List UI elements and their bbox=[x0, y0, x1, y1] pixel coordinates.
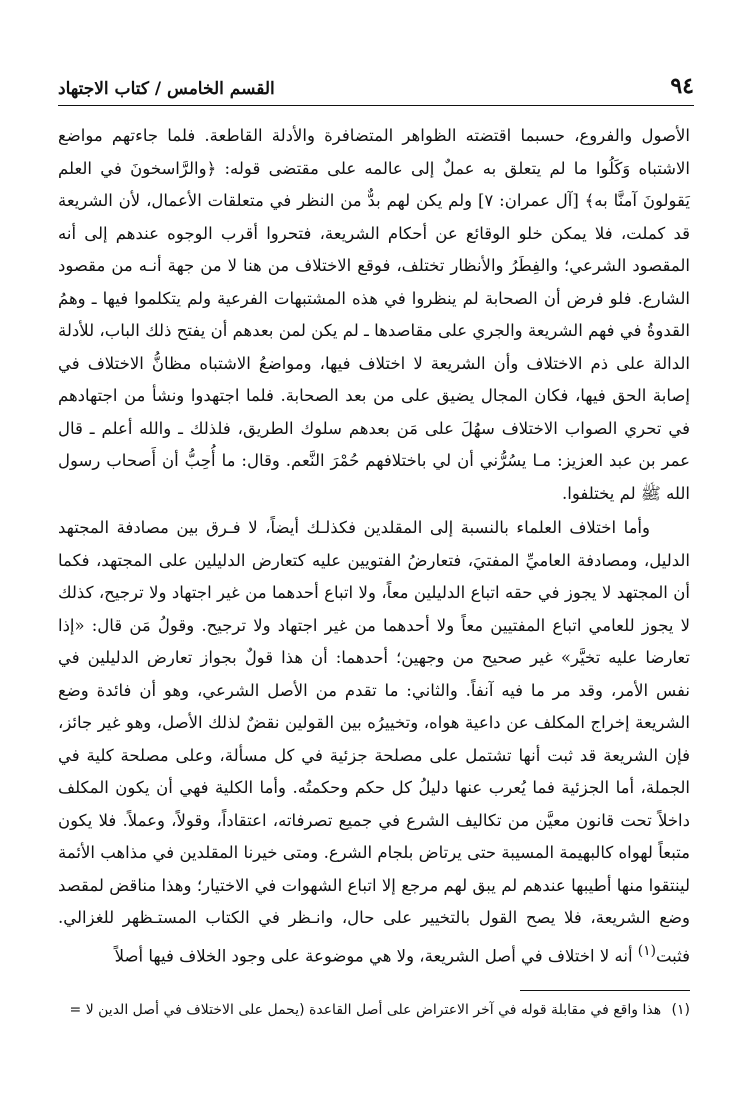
footnote-text: هذا واقع في مقابلة قوله في آخر الاعتراض على أصل القاعدة (يحمل على الاختلاف في أصل الدين لا = bbox=[69, 1002, 662, 1018]
footnote-divider bbox=[520, 990, 690, 991]
paragraph-2 bbox=[58, 512, 690, 973]
running-title: القسم الخامس / كتاب الاجتهاد bbox=[58, 79, 275, 99]
paragraph-1: الأصول والفروع، حسبما اقتضته الظواهر المتضافرة والأدلة القاطعة. فلما جاءتهم مواضع الاشتباه وَكَلُوا ما لم يتعلق به عملٌ إلى عالمه على مقتضى قوله: ﴿والرَّاسخونَ في العلم يَقولونَ آمنَّا به﴾ [آل عمران: ٧] ولم يكن لهم بدٌّ من النظر في متعلقات الأعمال، لأن الشريعة قد كملت، فلا يمكن خلو الوقائع عن أحكام الشريعة، فتحروا أقرب الوجوه عندهم إلى أنه المقصود الشرعي؛ والفِطَرُ والأنظار تختلف، فوقع الاختلاف من هنا لا من جهة أنـه من مقصود الشارع. فلو فرض أن الصحابة لم ينظروا في هذه المشتبهات الفرعية ولم يتكلموا فيها ـ وهمُ القدوةُ في فهم الشريعة والجري على مقاصدها ـ لم يكن لمن بعدهم أن يفتح ذلك الباب، للأدلة الدالة على ذم الاختلاف وأن الشريعة لا اختلاف فيها، ومواضعُ الاشتباه مظانُّ الاختلاف في إصابة الحق فيها، فكان المجال يضيق على من بعد الصحابة. فلما اجتهدوا ونشأ من اجتهادهم في تحري الصواب الاختلاف سهُلَ على مَن بعدهم سلوك الطريق، فلذلك ـ والله أعلم ـ قال عمر بن عبد العزيز: مـا يسُرُّني أن لي باختلافهم حُمْرَ النَّعم. وقال: ما أُحِبُّ أن أَصحاب رسول الله ﷺ لم يختلفوا. bbox=[58, 126, 690, 503]
paragraph-2-tail: أنه لا اختلاف في أصل الشريعة، ولا هي موضوعة على وجود الخلاف فيها أصلاً bbox=[114, 946, 638, 965]
page-number: ٩٤ bbox=[670, 73, 694, 99]
footnote bbox=[58, 998, 690, 1022]
paragraph-2-text: وأما اختلاف العلماء بالنسبة إلى المقلدين فكذلـك أيضاً، لا فـرق بين مصادفة المجتهد الدليل، ومصادفة العاميِّ المفتيَ، فتعارضُ الفتويين عليه كتعارض الدليلين على المجتهد، فكما أن المجتهد لا يجوز في حقه اتباع الدليلين معاً، ولا اتباع أحدهما من غير اجتهاد ولا ترجيح، كذلك لا يجوز للعامي اتباع المفتيين معاً ولا أحدهما من غير اجتهاد ولا ترجيح. وقولُ مَن قال: «إذا تعارضا عليه تخيَّر» غير صحيح من وجهين؛ أحدهما: أن هذا قولٌ بجواز تعارض الدليلين في نفس الأمر، وقد مر ما فيه آنفاً. والثاني: ما تقدم من الأصل الشرعي، وهو أن فائدة وضع الشريعة إخراج المكلف عن داعية هواه، وتخييرُه بين القولين نقضٌ لذلك الأصل، وهو غير جائز، فإن الشريعة قد ثبت أنها تشتمل على مصلحة جزئية في كل مسألة، وعلى مصلحة كلية في الجملة، أما الجزئية فما يُعرب عنها دليلُ كل حكم وحكمتُه. وأما الكلية فهي أن يكون المكلف داخلاً تحت قانون معيَّن من تكاليف الشرع في جميع تصرفاته، اعتقاداً، وقولاً، وعملاً. فلا يكون متبعاً لهواه كالبهيمة المسيبة حتى يرتاض بلجام الشرع. ومتى خيرنا المقلدين في مذاهب الأئمة لينتقوا منها أطيبها عندهم لم يبق لهم مرجع إلا اتباع الشهوات في الاختيار؛ وهذا مناقض لمقصد وضع الشريعة، فلا يصح القول بالتخيير على حال، وانـظر في الكتاب المستـظهر للغزالي. فثبت bbox=[58, 518, 690, 965]
footnote-marker: (١) bbox=[671, 1002, 690, 1018]
page-header bbox=[58, 72, 694, 106]
footnote-reference[interactable]: (١) bbox=[637, 942, 656, 959]
body-text bbox=[58, 120, 690, 973]
